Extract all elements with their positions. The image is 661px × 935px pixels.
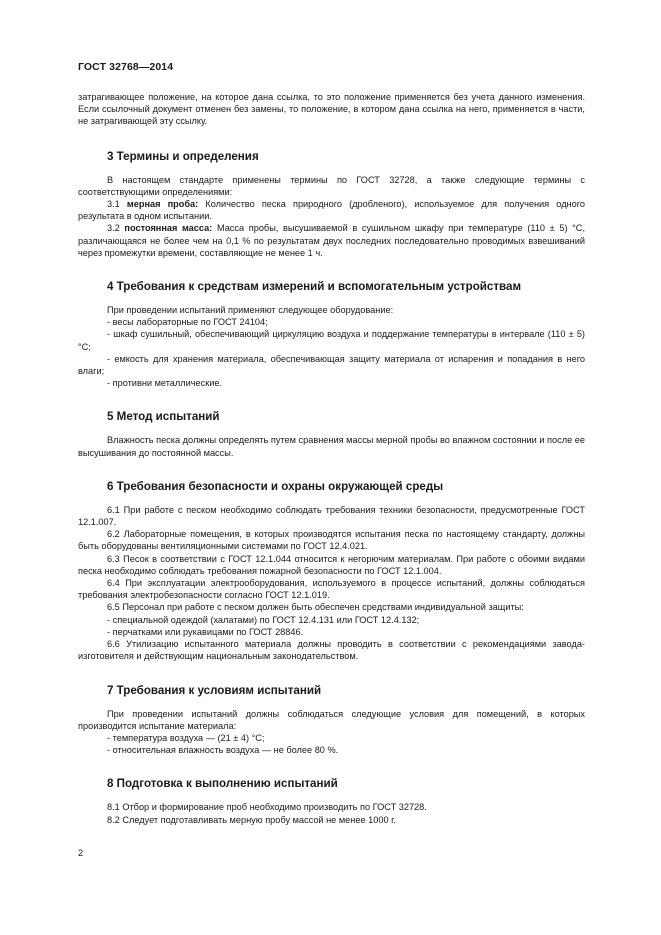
document-header: ГОСТ 32768—2014	[78, 61, 174, 73]
clause-6-3: 6.3 Песок в соответствии с ГОСТ 12.1.044 относится к негорючим материалам. При работе с обоими видами песка необходимо соблюдать требования пожарной безопасности по ГОСТ 12.1.004.	[78, 553, 585, 576]
section-3-heading: 3 Термины и определения	[107, 149, 259, 163]
clause-6-6: 6.6 Утилизацию испытанного материала должны проводить в соответствии с рекомендациями завода-изготовителя и действующим национальным законодательством.	[78, 639, 585, 662]
list-item: - весы лабораторные по ГОСТ 24104;	[107, 317, 268, 328]
clause-6-5: 6.5 Персонал при работе с песком должен быть обеспечен средствами индивидуальной защиты:	[107, 602, 524, 613]
term-3-1-name: мерная проба:	[126, 199, 199, 210]
section-5-paragraph: Влажность песка должны определять путем сравнения массы мерной пробы во влажном состоянии и после ее высушивания до постоянной массы.	[78, 435, 585, 458]
section-4-paragraph: При проведении испытаний применяют следующее оборудование:	[107, 305, 394, 316]
section-3-paragraph: В настоящем стандарте применены термины по ГОСТ 32728, а также следующие термины с соответствующими определениями:	[78, 174, 585, 197]
list-item: - относительная влажность воздуха — не более 80 %.	[107, 745, 339, 756]
list-item: - специальной одеждой (халатами) по ГОСТ 12.4.131 или ГОСТ 12.4.132;	[107, 614, 420, 625]
section-7-heading: 7 Требования к условиям испытаний	[107, 683, 322, 697]
page-number: 2	[78, 848, 84, 858]
clause-6-4: 6.4 При эксплуатации электрооборудования, используемого в процессе испытаний, должны соблюдаться требования электробезопасности согласно ГОСТ 12.1.019.	[78, 578, 585, 601]
list-item: - противни металлические.	[107, 378, 223, 389]
clause-8-2: 8.2 Следует подготавливать мерную пробу массой не менее 1000 г.	[107, 814, 396, 825]
section-4-heading: 4 Требования к средствам измерений и вспомогательным устройствам	[107, 280, 522, 294]
term-3-2	[78, 222, 585, 259]
term-3-2-number: 3.2	[107, 223, 120, 234]
clause-6-2: 6.2 Лабораторные помещения, в которых производятся испытания песка по настоящему стандарту, должны быть оборудованы вентиляционными системами по ГОСТ 12.4.021.	[78, 529, 585, 552]
section-7-paragraph: При проведении испытаний должны соблюдаться следующие условия для помещений, в которых производится испытание материала:	[78, 708, 585, 731]
list-item: - емкость для хранения материала, обеспечивающая защиту материала от испарения и попадания в него влаги;	[78, 353, 585, 377]
intro-paragraph: затрагивающее положение, на которое дана ссылка, то это положение применяется без учета данного изменения. Если ссылочный документ отменен без замены, то положение, в котором дана ссылка на него, применяется в части, не затрагивающей эту ссылку.	[78, 92, 585, 127]
document-body	[78, 91, 585, 826]
list-item: - температура воздуха — (21 ± 4) °С;	[107, 732, 265, 743]
section-8-heading: 8 Подготовка к выполнению испытаний	[107, 777, 338, 791]
clause-6-1: 6.1 При работе с песком необходимо соблюдать требования техники безопасности, предусмотренные ГОСТ 12.1.007.	[78, 504, 585, 528]
term-3-1	[78, 198, 585, 222]
list-item: - шкаф сушильный, обеспечивающий циркуляцию воздуха и поддержание температуры в интервале (110 ± 5) °С;	[78, 329, 585, 352]
list-item: - перчатками или рукавицами по ГОСТ 28846.	[107, 626, 304, 637]
term-3-2-definition: Масса пробы, высушиваемой в сушильном шкафу при температуре (110 ± 5) °С, различающаяся не более чем на 0,1 % по результатам двух последних последовательно проводимых взвешиваний через промежутки времени, составляющие не менее 1 ч.	[78, 223, 585, 258]
clause-8-1: 8.1 Отбор и формирование проб необходимо производить по ГОСТ 32728.	[107, 802, 427, 813]
section-5-heading: 5 Метод испытаний	[107, 410, 220, 424]
section-6-heading: 6 Требования безопасности и охраны окружающей среды	[107, 479, 444, 493]
term-3-1-definition: Количество песка природного (дробленого), используемое для получения одного результата в одном испытании.	[78, 199, 585, 222]
term-3-1-number: 3.1	[107, 199, 120, 210]
term-3-2-name: постоянная масса:	[124, 223, 213, 234]
